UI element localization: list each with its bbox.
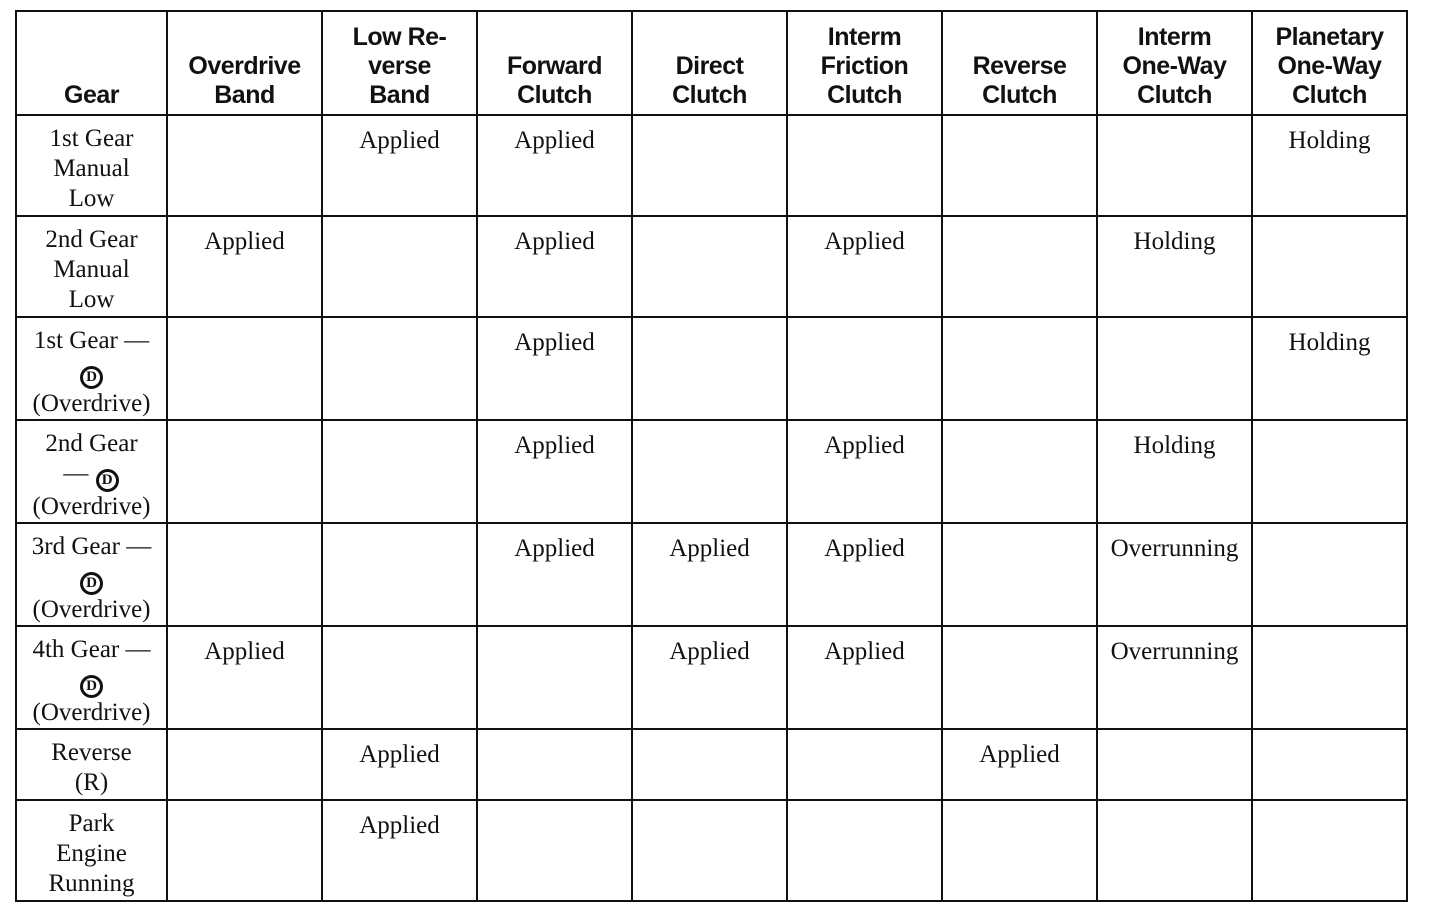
cell-interm-friction-clutch [787, 523, 942, 626]
header-direct-clutch-line-1: Direct [675, 52, 744, 80]
header-reverse-clutch-line-2: Clutch [982, 81, 1057, 109]
header-forward-clutch-line-1: Forward [506, 52, 603, 80]
overdrive-circle-d-icon: D [80, 572, 103, 595]
header-interm-friction-clutch [787, 11, 942, 115]
header-interm-friction-clutch-line-3: Clutch [827, 81, 902, 109]
gear-line: 4th Gear — [32, 636, 151, 663]
gear-dash: — [63, 460, 89, 487]
cell-forward-clutch [477, 216, 632, 317]
header-reverse-clutch [942, 11, 1097, 115]
cell-direct-clutch [632, 523, 787, 626]
cell-forward-clutch [477, 729, 632, 800]
cell-planetary-one-way-clutch [1252, 800, 1407, 901]
cell-planetary-one-way-clutch [1252, 729, 1407, 800]
cell-overdrive-band [167, 216, 322, 317]
status-text: Applied [669, 638, 750, 665]
header-forward-clutch [477, 11, 632, 115]
status-text: Applied [204, 228, 285, 255]
table-row [16, 216, 1407, 317]
gear-line: Manual [53, 155, 130, 182]
cell-direct-clutch [632, 626, 787, 729]
status-text: Applied [824, 638, 905, 665]
header-interm-one-way-clutch-line-1: Interm [1137, 23, 1212, 51]
table-row [16, 115, 1407, 216]
status-text: Applied [359, 127, 440, 154]
header-forward-clutch-line-2: Clutch [517, 81, 592, 109]
overdrive-circle-d-icon: D [80, 366, 103, 389]
status-text: Applied [204, 638, 285, 665]
cell-interm-one-way-clutch [1097, 115, 1252, 216]
cell-low-reverse-band [322, 729, 477, 800]
cell-overdrive-band [167, 420, 322, 523]
cell-forward-clutch [477, 626, 632, 729]
cell-interm-friction-clutch [787, 420, 942, 523]
overdrive-circle-d-icon: D [96, 469, 119, 492]
table-row [16, 523, 1407, 626]
overdrive-symbol-line [17, 562, 166, 595]
header-low-reverse-band-line-2: verse [368, 52, 431, 80]
header-gear-line-1: Gear [64, 81, 119, 109]
gear-line: (Overdrive) [32, 493, 151, 520]
gear-line: Reverse [51, 739, 132, 766]
cell-direct-clutch [632, 115, 787, 216]
header-planetary-one-way-clutch-line-3: Clutch [1292, 81, 1367, 109]
header-planetary-one-way-clutch-line-1: Planetary [1275, 23, 1384, 51]
cell-interm-one-way-clutch [1097, 523, 1252, 626]
cell-reverse-clutch [942, 317, 1097, 420]
status-text: Applied [979, 741, 1060, 768]
gear-line: 1st Gear [49, 125, 134, 152]
status-text: Holding [1288, 127, 1371, 154]
gear-line: (Overdrive) [32, 390, 151, 417]
cell-interm-friction-clutch [787, 800, 942, 901]
table-row [16, 626, 1407, 729]
cell-interm-friction-clutch [787, 729, 942, 800]
header-overdrive-band [167, 11, 322, 115]
status-text: Applied [514, 432, 595, 459]
cell-overdrive-band [167, 317, 322, 420]
cell-interm-one-way-clutch [1097, 420, 1252, 523]
cell-reverse-clutch [942, 420, 1097, 523]
status-text: Applied [824, 535, 905, 562]
cell-planetary-one-way-clutch [1252, 115, 1407, 216]
cell-reverse-clutch [942, 800, 1097, 901]
overdrive-symbol-line [17, 459, 166, 492]
cell-overdrive-band [167, 800, 322, 901]
header-interm-one-way-clutch-line-2: One-Way [1122, 52, 1227, 80]
cell-direct-clutch [632, 729, 787, 800]
status-text: Applied [359, 741, 440, 768]
cell-planetary-one-way-clutch [1252, 420, 1407, 523]
gear-cell [16, 216, 167, 317]
cell-low-reverse-band [322, 626, 477, 729]
status-text: Applied [514, 127, 595, 154]
header-interm-friction-clutch-line-1: Interm [827, 23, 902, 51]
gear-line: 3rd Gear — [31, 533, 152, 560]
cell-overdrive-band [167, 626, 322, 729]
status-text: Overrunning [1110, 638, 1239, 665]
table-row [16, 317, 1407, 420]
gear-line: 2nd Gear [45, 430, 138, 457]
status-text: Overrunning [1110, 535, 1239, 562]
table-row [16, 729, 1407, 800]
gear-line: Engine [56, 840, 127, 867]
header-low-reverse-band-line-1: Low Re- [352, 23, 447, 51]
cell-interm-friction-clutch [787, 115, 942, 216]
table-row [16, 800, 1407, 901]
gear-line: 1st Gear — [33, 327, 150, 354]
gear-line: (Overdrive) [32, 699, 151, 726]
gear-cell [16, 626, 167, 729]
header-low-reverse-band-line-3: Band [369, 81, 430, 109]
gear-cell [16, 800, 167, 901]
cell-direct-clutch [632, 317, 787, 420]
header-reverse-clutch-line-1: Reverse [972, 52, 1067, 80]
cell-planetary-one-way-clutch [1252, 317, 1407, 420]
header-interm-one-way-clutch [1097, 11, 1252, 115]
cell-forward-clutch [477, 420, 632, 523]
cell-low-reverse-band [322, 216, 477, 317]
status-text: Applied [514, 535, 595, 562]
cell-low-reverse-band [322, 523, 477, 626]
cell-forward-clutch [477, 523, 632, 626]
gear-line: (R) [74, 769, 109, 796]
gear-line: Manual [53, 256, 130, 283]
header-direct-clutch [632, 11, 787, 115]
cell-interm-one-way-clutch [1097, 729, 1252, 800]
gear-cell [16, 420, 167, 523]
status-text: Applied [514, 228, 595, 255]
header-direct-clutch-line-2: Clutch [672, 81, 747, 109]
cell-reverse-clutch [942, 115, 1097, 216]
cell-interm-one-way-clutch [1097, 317, 1252, 420]
cell-direct-clutch [632, 420, 787, 523]
overdrive-circle-d-icon: D [80, 675, 103, 698]
cell-reverse-clutch [942, 216, 1097, 317]
cell-interm-one-way-clutch [1097, 626, 1252, 729]
header-interm-one-way-clutch-line-3: Clutch [1137, 81, 1212, 109]
cell-planetary-one-way-clutch [1252, 626, 1407, 729]
header-planetary-one-way-clutch-line-2: One-Way [1277, 52, 1382, 80]
cell-direct-clutch [632, 800, 787, 901]
gear-line: 2nd Gear [45, 226, 138, 253]
overdrive-symbol-line [17, 665, 166, 698]
gear-line: Low [68, 286, 115, 313]
cell-interm-friction-clutch [787, 317, 942, 420]
gear-line: Low [68, 185, 115, 212]
status-text: Holding [1133, 228, 1216, 255]
gear-cell [16, 115, 167, 216]
status-text: Applied [824, 228, 905, 255]
header-interm-friction-clutch-line-2: Friction [820, 52, 909, 80]
header-planetary-one-way-clutch [1252, 11, 1407, 115]
header-gear [16, 11, 167, 115]
header-row [16, 11, 1407, 115]
cell-interm-friction-clutch [787, 216, 942, 317]
cell-low-reverse-band [322, 800, 477, 901]
cell-forward-clutch [477, 800, 632, 901]
cell-low-reverse-band [322, 317, 477, 420]
cell-planetary-one-way-clutch [1252, 523, 1407, 626]
gear-line: Park [68, 810, 115, 837]
status-text: Holding [1133, 432, 1216, 459]
gear-cell [16, 317, 167, 420]
gear-line: Running [48, 870, 135, 897]
cell-overdrive-band [167, 729, 322, 800]
overdrive-symbol-line [17, 356, 166, 389]
cell-overdrive-band [167, 115, 322, 216]
status-text: Holding [1288, 329, 1371, 356]
cell-forward-clutch [477, 317, 632, 420]
header-overdrive-band-line-2: Band [214, 81, 275, 109]
table-row [16, 420, 1407, 523]
gear-cell [16, 729, 167, 800]
cell-forward-clutch [477, 115, 632, 216]
status-text: Applied [359, 812, 440, 839]
clutch-application-table [15, 10, 1408, 902]
cell-reverse-clutch [942, 626, 1097, 729]
cell-low-reverse-band [322, 420, 477, 523]
status-text: Applied [824, 432, 905, 459]
cell-reverse-clutch [942, 729, 1097, 800]
header-low-reverse-band [322, 11, 477, 115]
cell-interm-one-way-clutch [1097, 800, 1252, 901]
cell-interm-friction-clutch [787, 626, 942, 729]
status-text: Applied [514, 329, 595, 356]
cell-low-reverse-band [322, 115, 477, 216]
cell-reverse-clutch [942, 523, 1097, 626]
cell-planetary-one-way-clutch [1252, 216, 1407, 317]
cell-direct-clutch [632, 216, 787, 317]
gear-cell [16, 523, 167, 626]
cell-overdrive-band [167, 523, 322, 626]
gear-line: (Overdrive) [32, 596, 151, 623]
cell-interm-one-way-clutch [1097, 216, 1252, 317]
header-overdrive-band-line-1: Overdrive [188, 52, 301, 80]
status-text: Applied [669, 535, 750, 562]
